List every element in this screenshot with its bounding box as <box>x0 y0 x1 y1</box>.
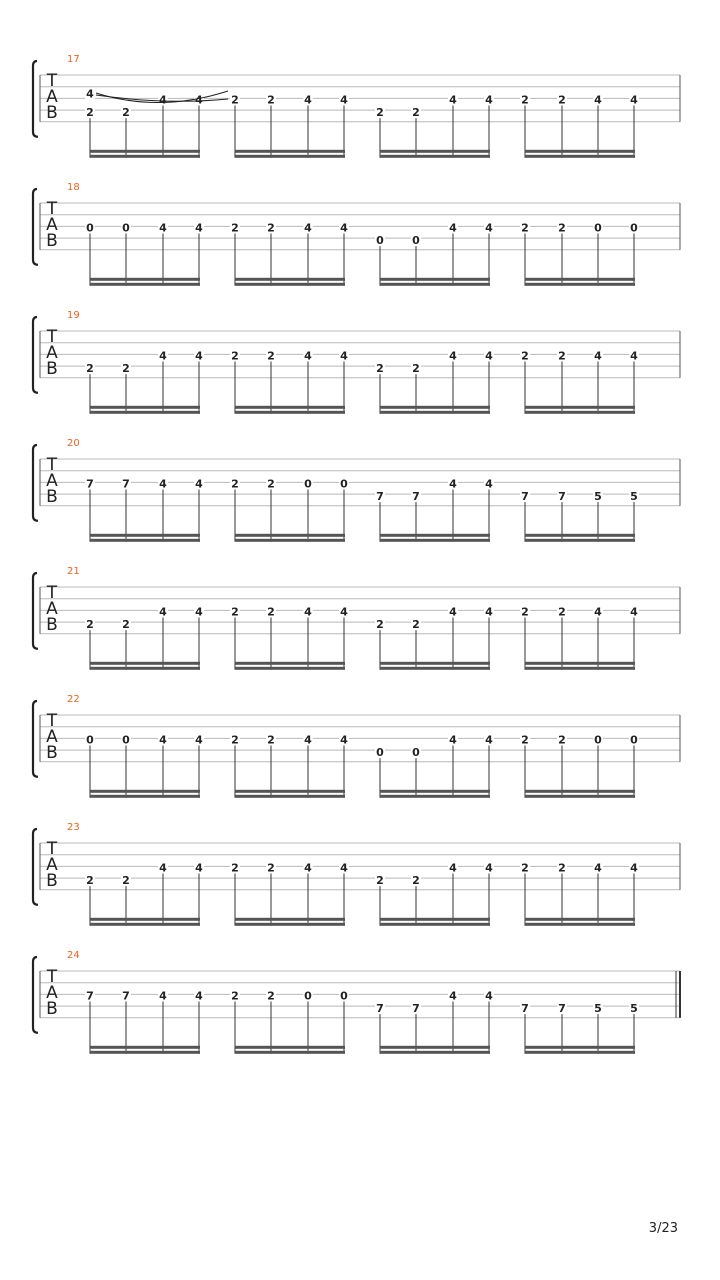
fret-number: 4 <box>304 93 312 107</box>
tab-system <box>33 54 680 158</box>
beam <box>90 283 200 286</box>
fret-number: 4 <box>304 349 312 363</box>
beam <box>525 667 635 670</box>
beam <box>235 790 345 793</box>
fret-number: 2 <box>267 93 275 107</box>
fret-number: 2 <box>267 605 275 619</box>
clef-a: A <box>46 855 58 875</box>
system-bracket <box>33 829 38 905</box>
fret-number: 4 <box>449 477 457 491</box>
fret-number: 2 <box>267 861 275 875</box>
clef-a: A <box>46 215 58 235</box>
fret-number: 5 <box>594 1002 602 1016</box>
fret-number: 5 <box>594 490 602 504</box>
fret-number: 7 <box>558 490 566 504</box>
fret-number: 4 <box>449 349 457 363</box>
fret-number: 4 <box>485 477 493 491</box>
beam <box>90 790 200 793</box>
fret-number: 2 <box>86 362 94 376</box>
clef-t: T <box>46 967 58 987</box>
beam <box>90 155 200 158</box>
fret-number: 4 <box>195 221 203 235</box>
fret-number: 2 <box>231 93 239 107</box>
fret-number: 4 <box>630 605 638 619</box>
fret-number: 4 <box>304 733 312 747</box>
beam <box>235 539 345 542</box>
fret-number: 4 <box>594 605 602 619</box>
fret-number: 7 <box>86 989 94 1003</box>
beam <box>90 411 200 414</box>
fret-number: 5 <box>630 490 638 504</box>
clef-b: B <box>46 999 58 1019</box>
fret-number: 7 <box>521 1002 529 1016</box>
beam <box>380 283 490 286</box>
fret-number: 2 <box>86 874 94 888</box>
measure-number: 24 <box>67 950 80 961</box>
fret-number: 4 <box>340 861 348 875</box>
beam <box>90 662 200 665</box>
beam <box>235 1046 345 1049</box>
measure-number: 18 <box>67 182 80 193</box>
fret-number: 2 <box>86 618 94 632</box>
beam <box>380 923 490 926</box>
fret-number: 4 <box>195 349 203 363</box>
fret-number: 0 <box>304 477 312 491</box>
fret-number: 7 <box>122 989 130 1003</box>
fret-number: 0 <box>86 733 94 747</box>
fret-number: 2 <box>231 861 239 875</box>
beam <box>380 155 490 158</box>
fret-number: 4 <box>449 605 457 619</box>
fret-number: 0 <box>594 221 602 235</box>
beam <box>380 150 490 153</box>
fret-number: 2 <box>412 106 420 120</box>
clef-a: A <box>46 599 58 619</box>
fret-number: 2 <box>412 618 420 632</box>
fret-number: 4 <box>449 861 457 875</box>
fret-number: 4 <box>340 733 348 747</box>
beam <box>235 1051 345 1054</box>
fret-number: 4 <box>594 93 602 107</box>
beam <box>525 1046 635 1049</box>
clef-a: A <box>46 343 58 363</box>
beam <box>235 150 345 153</box>
measure-number: 23 <box>67 822 80 833</box>
beam <box>525 411 635 414</box>
beam <box>380 411 490 414</box>
fret-number: 4 <box>159 93 167 107</box>
fret-number: 2 <box>558 221 566 235</box>
beam <box>235 406 345 409</box>
measure-number: 20 <box>67 438 80 449</box>
measure-number: 19 <box>67 310 80 321</box>
beam <box>90 667 200 670</box>
fret-number: 2 <box>558 861 566 875</box>
beam <box>380 1051 490 1054</box>
clef-b: B <box>46 615 58 635</box>
fret-number: 2 <box>376 618 384 632</box>
beam <box>235 534 345 537</box>
fret-number: 4 <box>485 989 493 1003</box>
fret-number: 4 <box>304 861 312 875</box>
clef-a: A <box>46 87 58 107</box>
fret-number: 0 <box>376 746 384 760</box>
beam <box>90 1046 200 1049</box>
beam <box>235 923 345 926</box>
clef-a: A <box>46 983 58 1003</box>
fret-number: 0 <box>412 746 420 760</box>
fret-number: 4 <box>159 989 167 1003</box>
fret-number: 4 <box>195 477 203 491</box>
fret-number: 2 <box>267 733 275 747</box>
system-bracket <box>33 957 38 1033</box>
fret-number: 2 <box>521 221 529 235</box>
fret-number: 0 <box>630 221 638 235</box>
fret-number: 2 <box>122 106 130 120</box>
clef-t: T <box>46 711 58 731</box>
beam <box>235 795 345 798</box>
page-number: 3/23 <box>648 1221 678 1236</box>
beam <box>525 283 635 286</box>
clef-t: T <box>46 199 58 219</box>
clef-t: T <box>46 583 58 603</box>
beam <box>525 795 635 798</box>
fret-number: 2 <box>231 733 239 747</box>
fret-number: 2 <box>558 605 566 619</box>
beam <box>525 539 635 542</box>
clef-b: B <box>46 231 58 251</box>
fret-number: 7 <box>86 477 94 491</box>
fret-number: 4 <box>195 861 203 875</box>
clef-b: B <box>46 487 58 507</box>
beam <box>525 790 635 793</box>
clef-b: B <box>46 871 58 891</box>
fret-number: 0 <box>630 733 638 747</box>
beam <box>235 283 345 286</box>
fret-number: 2 <box>521 93 529 107</box>
fret-number: 0 <box>122 221 130 235</box>
beam <box>525 918 635 921</box>
beam <box>380 795 490 798</box>
beam <box>235 411 345 414</box>
beam <box>525 534 635 537</box>
fret-number: 4 <box>485 93 493 107</box>
beam <box>525 923 635 926</box>
fret-number: 4 <box>304 221 312 235</box>
system-bracket <box>33 573 38 649</box>
system-bracket <box>33 701 38 777</box>
fret-number: 7 <box>521 490 529 504</box>
clef-t: T <box>46 71 58 91</box>
fret-number: 4 <box>340 605 348 619</box>
fret-number: 4 <box>449 93 457 107</box>
fret-number: 4 <box>485 349 493 363</box>
fret-number: 2 <box>122 362 130 376</box>
fret-number: 4 <box>86 87 94 101</box>
fret-number: 2 <box>521 605 529 619</box>
fret-number: 7 <box>412 1002 420 1016</box>
beam <box>380 667 490 670</box>
fret-number: 2 <box>122 618 130 632</box>
beam <box>235 918 345 921</box>
fret-number: 0 <box>86 221 94 235</box>
fret-number: 4 <box>159 861 167 875</box>
fret-number: 4 <box>449 221 457 235</box>
clef-b: B <box>46 103 58 123</box>
beam <box>90 795 200 798</box>
clef-t: T <box>46 327 58 347</box>
fret-number: 4 <box>159 221 167 235</box>
fret-number: 2 <box>231 605 239 619</box>
beam <box>380 539 490 542</box>
fret-number: 2 <box>231 989 239 1003</box>
fret-number: 2 <box>521 861 529 875</box>
fret-number: 7 <box>376 1002 384 1016</box>
fret-number: 0 <box>340 989 348 1003</box>
clef-a: A <box>46 471 58 491</box>
fret-number: 2 <box>521 349 529 363</box>
beam <box>90 534 200 537</box>
system-bracket <box>33 189 38 265</box>
fret-number: 2 <box>521 733 529 747</box>
fret-number: 2 <box>231 349 239 363</box>
beam <box>90 539 200 542</box>
fret-number: 4 <box>195 733 203 747</box>
beam <box>235 667 345 670</box>
beam <box>380 278 490 281</box>
fret-number: 0 <box>122 733 130 747</box>
measure-number: 17 <box>67 54 80 65</box>
beam <box>235 278 345 281</box>
fret-number: 4 <box>340 221 348 235</box>
fret-number: 4 <box>630 349 638 363</box>
beam <box>525 150 635 153</box>
fret-number: 2 <box>412 362 420 376</box>
fret-number: 4 <box>340 93 348 107</box>
fret-number: 2 <box>558 733 566 747</box>
fret-number: 4 <box>485 221 493 235</box>
tab-system <box>33 310 680 414</box>
fret-number: 2 <box>376 874 384 888</box>
tab-system <box>33 182 680 286</box>
beam <box>380 534 490 537</box>
fret-number: 4 <box>195 989 203 1003</box>
fret-number: 4 <box>304 605 312 619</box>
fret-number: 4 <box>340 349 348 363</box>
fret-number: 2 <box>412 874 420 888</box>
fret-number: 2 <box>86 106 94 120</box>
beam <box>525 406 635 409</box>
beam <box>90 918 200 921</box>
fret-number: 4 <box>594 861 602 875</box>
fret-number: 2 <box>558 93 566 107</box>
clef-b: B <box>46 743 58 763</box>
fret-number: 2 <box>267 989 275 1003</box>
beam <box>380 918 490 921</box>
beam <box>525 662 635 665</box>
fret-number: 2 <box>267 221 275 235</box>
system-bracket <box>33 445 38 521</box>
fret-number: 7 <box>558 1002 566 1016</box>
fret-number: 4 <box>159 605 167 619</box>
fret-number: 2 <box>558 349 566 363</box>
tab-system <box>33 438 680 542</box>
clef-t: T <box>46 455 58 475</box>
fret-number: 4 <box>485 861 493 875</box>
beam <box>525 155 635 158</box>
fret-number: 4 <box>594 349 602 363</box>
tab-system <box>33 822 680 926</box>
beam <box>90 278 200 281</box>
fret-number: 0 <box>594 733 602 747</box>
fret-number: 4 <box>485 733 493 747</box>
beam <box>525 278 635 281</box>
tab-system <box>33 950 680 1054</box>
tab-system <box>33 566 680 670</box>
fret-number: 4 <box>195 605 203 619</box>
fret-number: 4 <box>195 93 203 107</box>
fret-number: 4 <box>159 349 167 363</box>
clef-b: B <box>46 359 58 379</box>
fret-number: 2 <box>231 221 239 235</box>
fret-number: 4 <box>485 605 493 619</box>
system-bracket <box>33 317 38 393</box>
clef-a: A <box>46 727 58 747</box>
fret-number: 4 <box>449 989 457 1003</box>
fret-number: 2 <box>267 477 275 491</box>
beam <box>90 150 200 153</box>
beam <box>235 155 345 158</box>
fret-number: 5 <box>630 1002 638 1016</box>
beam <box>90 406 200 409</box>
beam <box>380 1046 490 1049</box>
beam <box>380 662 490 665</box>
beam <box>90 923 200 926</box>
fret-number: 2 <box>376 106 384 120</box>
fret-number: 4 <box>630 861 638 875</box>
system-bracket <box>33 61 38 137</box>
clef-t: T <box>46 839 58 859</box>
beam <box>380 406 490 409</box>
fret-number: 0 <box>412 234 420 248</box>
fret-number: 2 <box>231 477 239 491</box>
fret-number: 4 <box>159 477 167 491</box>
beam <box>525 1051 635 1054</box>
fret-number: 7 <box>412 490 420 504</box>
beam <box>235 662 345 665</box>
measure-number: 22 <box>67 694 80 705</box>
fret-number: 2 <box>122 874 130 888</box>
fret-number: 4 <box>159 733 167 747</box>
fret-number: 7 <box>122 477 130 491</box>
fret-number: 7 <box>376 490 384 504</box>
fret-number: 0 <box>304 989 312 1003</box>
beam <box>90 1051 200 1054</box>
fret-number: 2 <box>267 349 275 363</box>
fret-number: 2 <box>376 362 384 376</box>
fret-number: 4 <box>449 733 457 747</box>
tab-system <box>33 694 680 798</box>
fret-number: 4 <box>630 93 638 107</box>
fret-number: 0 <box>340 477 348 491</box>
beam <box>380 790 490 793</box>
fret-number: 0 <box>376 234 384 248</box>
measure-number: 21 <box>67 566 80 577</box>
